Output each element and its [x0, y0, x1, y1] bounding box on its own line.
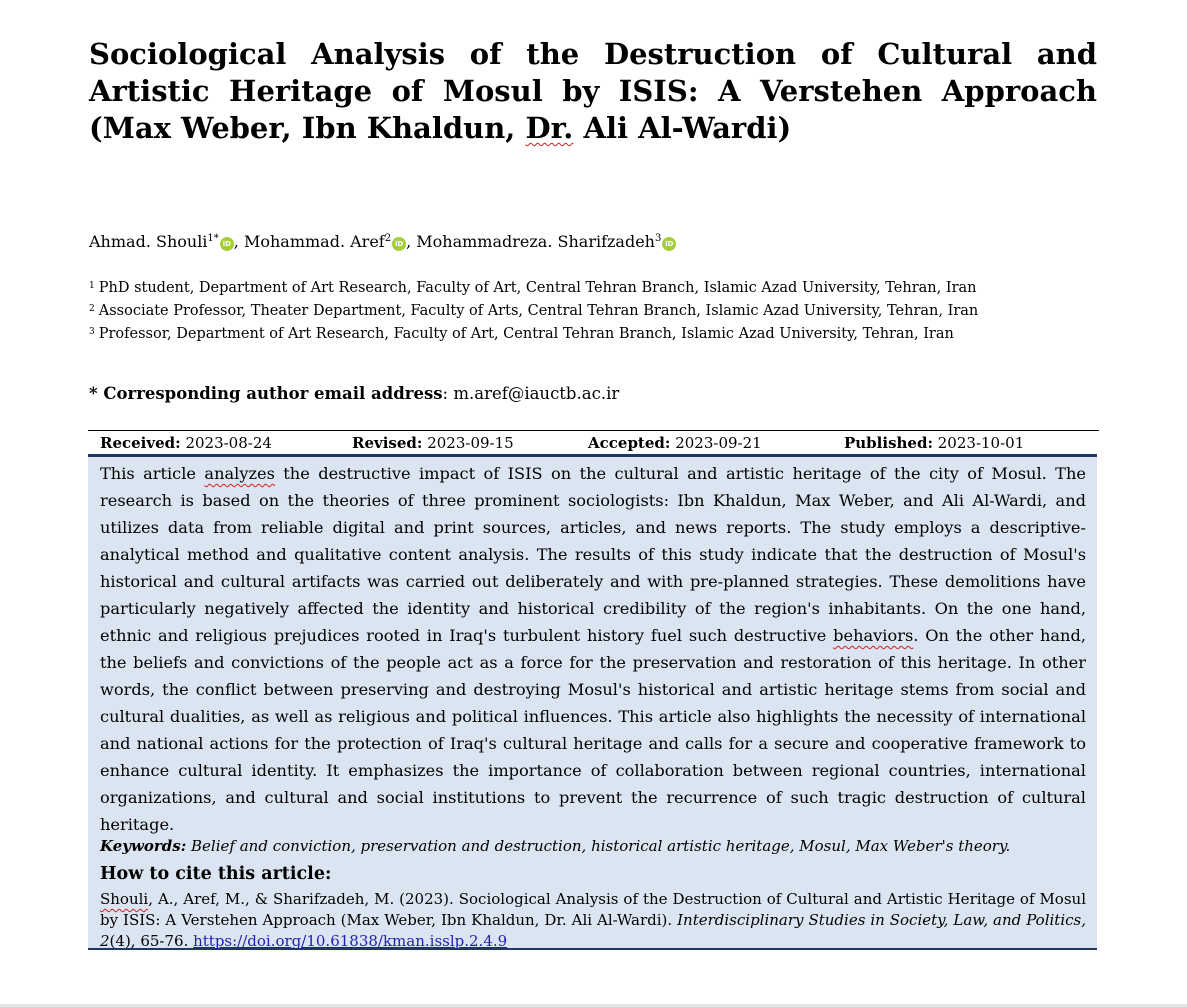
affiliation-text: Associate Professor, Theater Department, Faculty of Arts, Central Tehran Branch, Islamic Azad University, Tehran, Iran	[98, 303, 979, 319]
abstract-box	[88, 454, 1097, 950]
spellcheck-flagged-word[interactable]: Dr.	[525, 111, 574, 145]
published-value: 2023-10-01	[933, 434, 1025, 452]
accepted-date	[588, 431, 762, 455]
published-date	[844, 431, 1024, 455]
corresponding-email[interactable]: : m.aref@iauctb.ac.ir	[442, 384, 620, 403]
affiliation-text: Professor, Department of Art Research, Faculty of Art, Central Tehran Branch, Islamic Azad University, Tehran, Iran	[98, 326, 954, 342]
citation-journal: Interdisciplinary Studies in Society, Law, and Politics, 2	[100, 911, 1086, 950]
doi-link[interactable]: https://doi.org/10.61838/kman.isslp.2.4.9	[193, 932, 508, 950]
received-date	[100, 431, 272, 455]
revised-date	[352, 431, 514, 455]
abstract-segment: This article	[100, 464, 205, 483]
affiliation-item	[89, 322, 978, 345]
orcid-icon[interactable]: iD	[662, 237, 676, 251]
title-part-1: Sociological Analysis of the Destruction of Cultural and Artistic Heritage of Mosul by ISIS: A Verstehen Approach (Max Weber, Ibn Khaldun,	[89, 37, 1097, 145]
author-superscript: 1*	[207, 233, 219, 244]
keywords-label: Keywords:	[100, 837, 187, 855]
citation-segment: (4), 65-76.	[109, 932, 194, 950]
affiliation-number: 3	[89, 327, 95, 337]
published-label: Published:	[844, 434, 933, 452]
abstract-segment: the destructive impact of ISIS on the cultural and artistic heritage of the city of Mosul. The research is based on the theories of three prominent sociologists: Ibn Khaldun, Max Weber, and Ali Al-Wardi, and utilizes data from reliable digital and print sources, articles, and news reports. The study employs a descriptive-analytical method and qualitative content analysis. The results of this study indicate that the destruction of Mosul's historical and cultural artifacts was carried out deliberately and with pre-planned strategies. These demolitions have particularly negatively affected the identity and historical credibility of the region's inhabitants. On the one hand, ethnic and religious prejudices rooted in Iraq's turbulent history fuel such destructive	[100, 464, 1086, 645]
orcid-icon[interactable]: iD	[220, 237, 234, 251]
spellcheck-flagged-word[interactable]: analyzes	[204, 464, 275, 483]
author-superscript: 2	[384, 233, 392, 244]
affiliation-item	[89, 299, 978, 322]
accepted-label: Accepted:	[588, 434, 671, 452]
affiliation-item	[89, 276, 978, 299]
received-value: 2023-08-24	[180, 434, 272, 452]
abstract-segment: . On the other hand, the beliefs and convictions of the people act as a force for the preservation and restoration of this heritage. In other words, the conflict between preserving and destroying Mosul's historical and artistic heritage stems from social and cultural dualities, as well as religious and political influences. This article also highlights the necessity of international and national actions for the protection of Iraq's cultural heritage and calls for a secure and cooperative framework to enhance cultural identity. It emphasizes the importance of collaboration between regional countries, international organizations, and cultural and social institutions to prevent the recurrence of such tragic destruction of cultural heritage.	[100, 626, 1086, 834]
revised-value: 2023-09-15	[422, 434, 514, 452]
revised-label: Revised:	[352, 434, 423, 452]
author-separator: ,	[233, 232, 244, 251]
author-name: Mohammad. Aref	[243, 232, 385, 251]
title-part-2: Ali Al-Wardi)	[573, 111, 792, 145]
author-name: Ahmad. Shouli	[89, 232, 208, 251]
received-label: Received:	[100, 434, 181, 452]
keywords	[100, 836, 1090, 856]
spellcheck-flagged-word[interactable]: behaviors	[833, 626, 914, 645]
citation-segment: , A., Aref, M., & Sharifzadeh, M. (2023). Sociological Analysis of the Destruction of Cultural and Artistic Heritage of Mosul by ISIS: A Verstehen Approach (Max Weber, Ibn Khaldun, Dr. Ali Al-Wardi).	[100, 890, 1086, 929]
affiliation-list	[89, 276, 978, 345]
citation-text	[100, 889, 1086, 952]
spellcheck-flagged-word[interactable]: Shouli	[100, 890, 149, 908]
author-list	[89, 228, 676, 253]
affiliation-number: 1	[89, 281, 95, 291]
affiliation-text: PhD student, Department of Art Research, Faculty of Art, Central Tehran Branch, Islamic Azad University, Tehran, Iran	[98, 280, 977, 296]
abstract-text	[100, 460, 1086, 838]
citation-heading: How to cite this article:	[100, 864, 332, 884]
article-title	[89, 36, 1097, 147]
corresponding-author	[89, 383, 619, 405]
article-dates	[88, 430, 1099, 455]
author-superscript: 3	[654, 233, 662, 244]
accepted-value: 2023-09-21	[670, 434, 762, 452]
author-name: Mohammadreza. Sharifzadeh	[416, 232, 655, 251]
keywords-text: Belief and conviction, preservation and destruction, historical artistic heritage, Mosul, Max Weber's theory.	[186, 837, 1011, 855]
corresponding-label: * Corresponding author email address	[89, 384, 443, 403]
affiliation-number: 2	[89, 304, 95, 314]
orcid-icon[interactable]: iD	[392, 237, 406, 251]
author-separator: ,	[406, 232, 417, 251]
